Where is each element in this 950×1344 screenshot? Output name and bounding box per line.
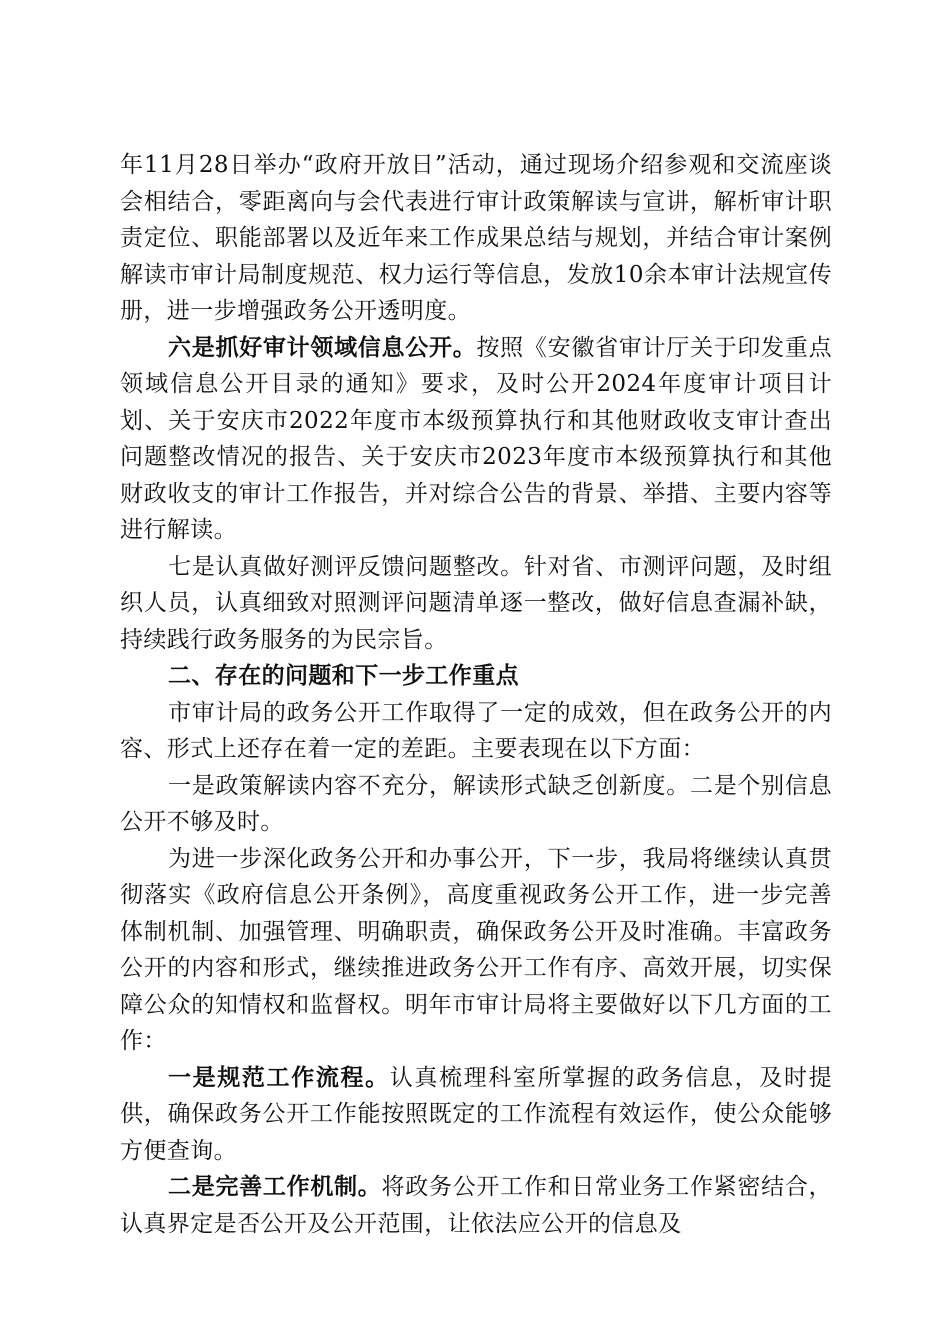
paragraph-text: 按照《安徽省审计厅关于印发重点领域信息公开目录的通知》要求，及时公开2024年度审计项目计划、关于安庆市2022年度市本级预算执行和其他财政收支审计查出问题整改情况的报告、关于安庆市2023年度市本级预算执行和其他财政收支的审计工作报告，并对综合公告的背景、举措、主要内容等进行解读。	[120, 334, 832, 543]
section-heading-problems	[120, 658, 832, 695]
paragraph-lead: 一是规范工作流程。	[168, 1063, 390, 1091]
paragraph-rectification	[120, 549, 832, 659]
paragraph-text: 市审计局的政务公开工作取得了一定的成效，但在政务公开的内容、形式上还存在着一定的差距。主要表现在以下方面：	[120, 699, 832, 762]
paragraph-achievements	[120, 695, 832, 768]
document-body	[120, 147, 832, 1242]
paragraph-text: 七是认真做好测评反馈问题整改。针对省、市测评问题，及时组织人员，认真细致对照测评问题清单逐一整改，做好信息查漏补缺，持续践行政务服务的为民宗旨。	[120, 553, 832, 653]
heading-text: 二、存在的问题和下一步工作重点	[168, 663, 519, 689]
paragraph-next-steps	[120, 841, 832, 1060]
paragraph-text: 一是政策解读内容不充分，解读形式缺乏创新度。二是个别信息公开不够及时。	[120, 772, 832, 835]
paragraph-open-day	[120, 147, 832, 330]
paragraph-audit-info-disclosure	[120, 330, 832, 549]
paragraph-text: 将政务公开工作和日常业务工作紧密结合，认真界定是否公开及公开范围，让依法应公开的信息及	[120, 1174, 832, 1237]
paragraph-text: 为进一步深化政务公开和办事公开，下一步，我局将继续认真贯彻落实《政府信息公开条例》，高度重视政务公开工作，进一步完善体制机制、加强管理、明确职责，确保政务公开及时准确。丰富政务公开的内容和形式，继续推进政务公开工作有序、高效开展，切实保障公众的知情权和监督权。明年市审计局将主要做好以下几方面的工作：	[120, 845, 832, 1054]
paragraph-text: 认真梳理科室所掌握的政务信息，及时提供，确保政务公开工作能按照既定的工作流程有效运作，使公众能够方便查询。	[120, 1064, 832, 1164]
paragraph-lead: 六是抓好审计领域信息公开。	[168, 333, 477, 361]
paragraph-standardize-workflow	[120, 1060, 832, 1170]
paragraph-problems	[120, 768, 832, 841]
paragraph-lead: 二是完善工作机制。	[168, 1173, 382, 1200]
paragraph-text: 年11月28日举办“政府开放日”活动，通过现场介绍参观和交流座谈会相结合，零距离向与会代表进行审计政策解读与宣讲，解析审计职责定位、职能部署以及近年来工作成果总结与规划，并结合审计案例解读市审计局制度规范、权力运行等信息，发放10余本审计法规宣传册，进一步增强政务公开透明度。	[120, 152, 832, 324]
paragraph-improve-mechanism	[120, 1169, 832, 1242]
